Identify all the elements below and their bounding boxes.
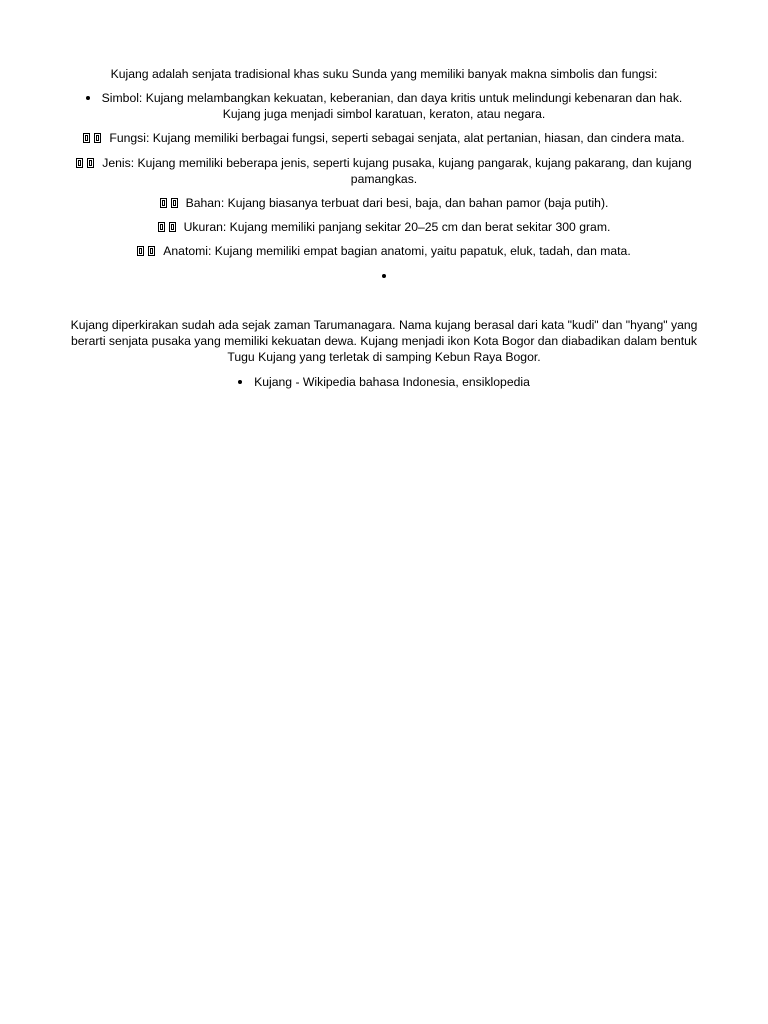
jenis-item-line1 (60, 155, 708, 171)
history-text-line1: Kujang diperkirakan sudah ada sejak zaman Tarumanagara. Nama kujang berasal dari kata "kudi" dan "hyang" yang (70, 318, 698, 332)
source-item[interactable] (60, 374, 708, 390)
bahan-item (60, 195, 708, 211)
fungsi-item (60, 130, 708, 146)
simbol-item-line2 (60, 106, 708, 122)
history-text-line2: berarti senjata pusaka yang memiliki kekuatan dewa. Kujang menjadi ikon Kota Bogor dan diabadikan dalam bentuk (70, 334, 697, 348)
missing-glyph-icon (76, 155, 98, 171)
empty-bullet-icon (382, 274, 386, 278)
history-paragraph-line3 (60, 349, 708, 365)
intro-paragraph (60, 66, 708, 82)
bullet-icon (238, 380, 242, 384)
missing-glyph-icon (83, 130, 105, 146)
missing-glyph-icon (137, 243, 159, 259)
history-text-line3: Tugu Kujang yang terletak di samping Kebun Raya Bogor. (227, 350, 541, 364)
intro-text: Kujang adalah senjata tradisional khas suku Sunda yang memiliki banyak makna simbolis dan fungsi: (110, 67, 658, 81)
simbol-text-line1: Simbol: Kujang melambangkan kekuatan, keberanian, dan daya kritis untuk melindungi kebenaran dan hak. (101, 91, 683, 105)
fungsi-text: Fungsi: Kujang memiliki berbagai fungsi, seperti sebagai senjata, alat pertanian, hiasan, dan cindera mata. (109, 131, 685, 145)
jenis-text-line1: Jenis: Kujang memiliki beberapa jenis, seperti kujang pusaka, kujang pangarak, kujang pakarang, dan kujang (102, 156, 692, 170)
source-link[interactable]: Kujang - Wikipedia bahasa Indonesia, ensiklopedia (254, 375, 530, 389)
simbol-item-line1 (60, 90, 708, 106)
bahan-text: Bahan: Kujang biasanya terbuat dari besi, baja, dan bahan pamor (baja putih). (185, 196, 609, 210)
bullet-icon (86, 96, 90, 100)
history-paragraph-line2 (60, 333, 708, 349)
missing-glyph-icon (160, 195, 182, 211)
history-paragraph-line1 (60, 317, 708, 333)
jenis-item-line2 (60, 171, 708, 187)
ukuran-item (60, 219, 708, 235)
anatomi-item (60, 243, 708, 259)
anatomi-text: Anatomi: Kujang memiliki empat bagian anatomi, yaitu papatuk, eluk, tadah, dan mata. (163, 244, 631, 258)
jenis-text-line2: pamangkas. (350, 172, 418, 186)
simbol-text-line2: Kujang juga menjadi simbol karatuan, keraton, atau negara. (222, 107, 546, 121)
missing-glyph-icon (158, 219, 180, 235)
ukuran-text: Ukuran: Kujang memiliki panjang sekitar 20–25 cm dan berat sekitar 300 gram. (183, 220, 611, 234)
